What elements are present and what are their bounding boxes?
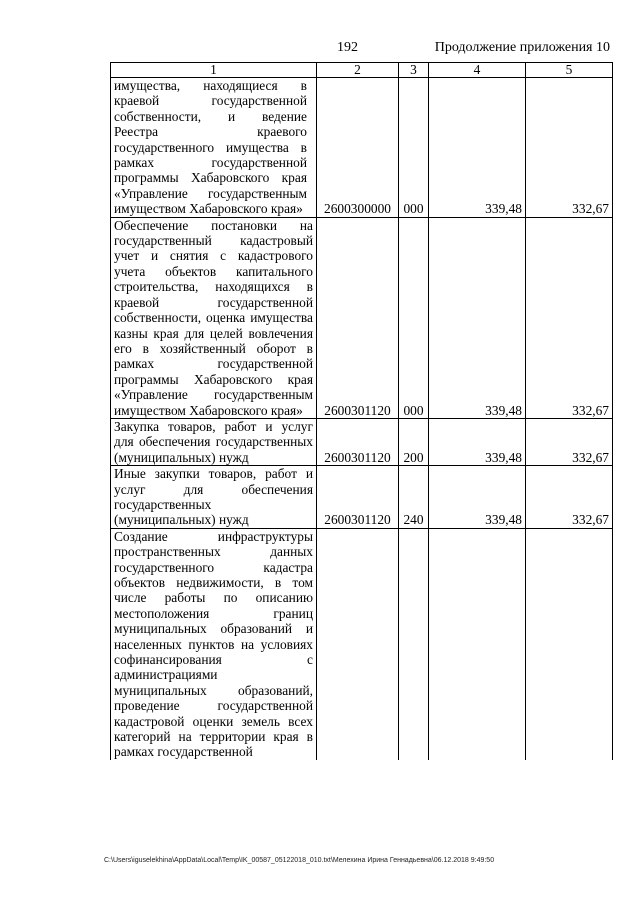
- column-header-3: 3: [399, 63, 429, 78]
- row-name: Закупка товаров, работ и услуг для обеспечения государственных (муниципальных) нужд: [114, 418, 313, 465]
- table-row: [111, 466, 613, 529]
- row-code: 2600301120: [317, 217, 399, 418]
- row-value-2018: [429, 528, 526, 760]
- page-number: 192: [337, 40, 358, 55]
- row-expense-type: 000: [399, 78, 429, 218]
- row-code: 2600300000: [317, 78, 399, 218]
- row-value-2018: 339,48: [429, 78, 526, 218]
- row-name: Создание инфраструктуры пространственных данных государственного кадастра объектов недвижимости, в том числе работы по описанию местоположения границ муниципальных образований и населенных пунктов на условиях софинансирования с администрациями муниципальных образований, проведение государственной кадастровой оценки земель всех категорий на территории края в рамках государственной: [114, 528, 313, 760]
- row-value-2019: 332,67: [526, 78, 613, 218]
- row-expense-type: 200: [399, 418, 429, 465]
- row-value-2019: 332,67: [526, 418, 613, 465]
- column-header-5: 5: [526, 63, 613, 78]
- table-row: [111, 78, 613, 218]
- budget-table: [110, 62, 613, 760]
- row-value-2019: 332,67: [526, 217, 613, 418]
- column-header-2: 2: [317, 63, 399, 78]
- row-code: 2600301120: [317, 466, 399, 529]
- appendix-continuation-note: Продолжение приложения 10: [434, 40, 610, 55]
- table-header-row: [111, 63, 613, 78]
- row-value-2018: 339,48: [429, 418, 526, 465]
- row-expense-type: [399, 528, 429, 760]
- row-value-2019: 332,67: [526, 466, 613, 529]
- row-name: имущества, находящиеся в краевой государственной собственности, и ведение Реестра краевого государственного имущества в рамках государственной программы Хабаровского края «Управление государственным имуществом Хабаровского края»: [114, 78, 307, 217]
- row-code: [317, 528, 399, 760]
- row-value-2018: 339,48: [429, 217, 526, 418]
- file-path-footer: C:\Users\iguselekhina\AppData\Local\Temp\IK_00587_05122018_010.txt\Мелехина Ирина Геннадьевна\06.12.2018 9:49:50: [104, 857, 495, 864]
- row-code: 2600301120: [317, 418, 399, 465]
- table-row: [111, 418, 613, 465]
- row-name: Иные закупки товаров, работ и услуг для обеспечения государственных (муниципальных) нужд: [114, 466, 313, 528]
- row-value-2019: [526, 528, 613, 760]
- row-expense-type: 240: [399, 466, 429, 529]
- row-name: Обеспечение постановки на государственный кадастровый учет и снятия с кадастрового учета объектов капитального строительства, находящихся в краевой государственной собственности, оценка имущества казны края для целей вовлечения его в хозяйственный оборот в рамках государственной программы Хабаровского края «Управление государственным имуществом Хабаровского края»: [114, 217, 313, 418]
- column-header-4: 4: [429, 63, 526, 78]
- table-row: [111, 217, 613, 418]
- column-header-1: 1: [111, 63, 317, 78]
- row-value-2018: 339,48: [429, 466, 526, 529]
- row-expense-type: 000: [399, 217, 429, 418]
- table-row: [111, 528, 613, 760]
